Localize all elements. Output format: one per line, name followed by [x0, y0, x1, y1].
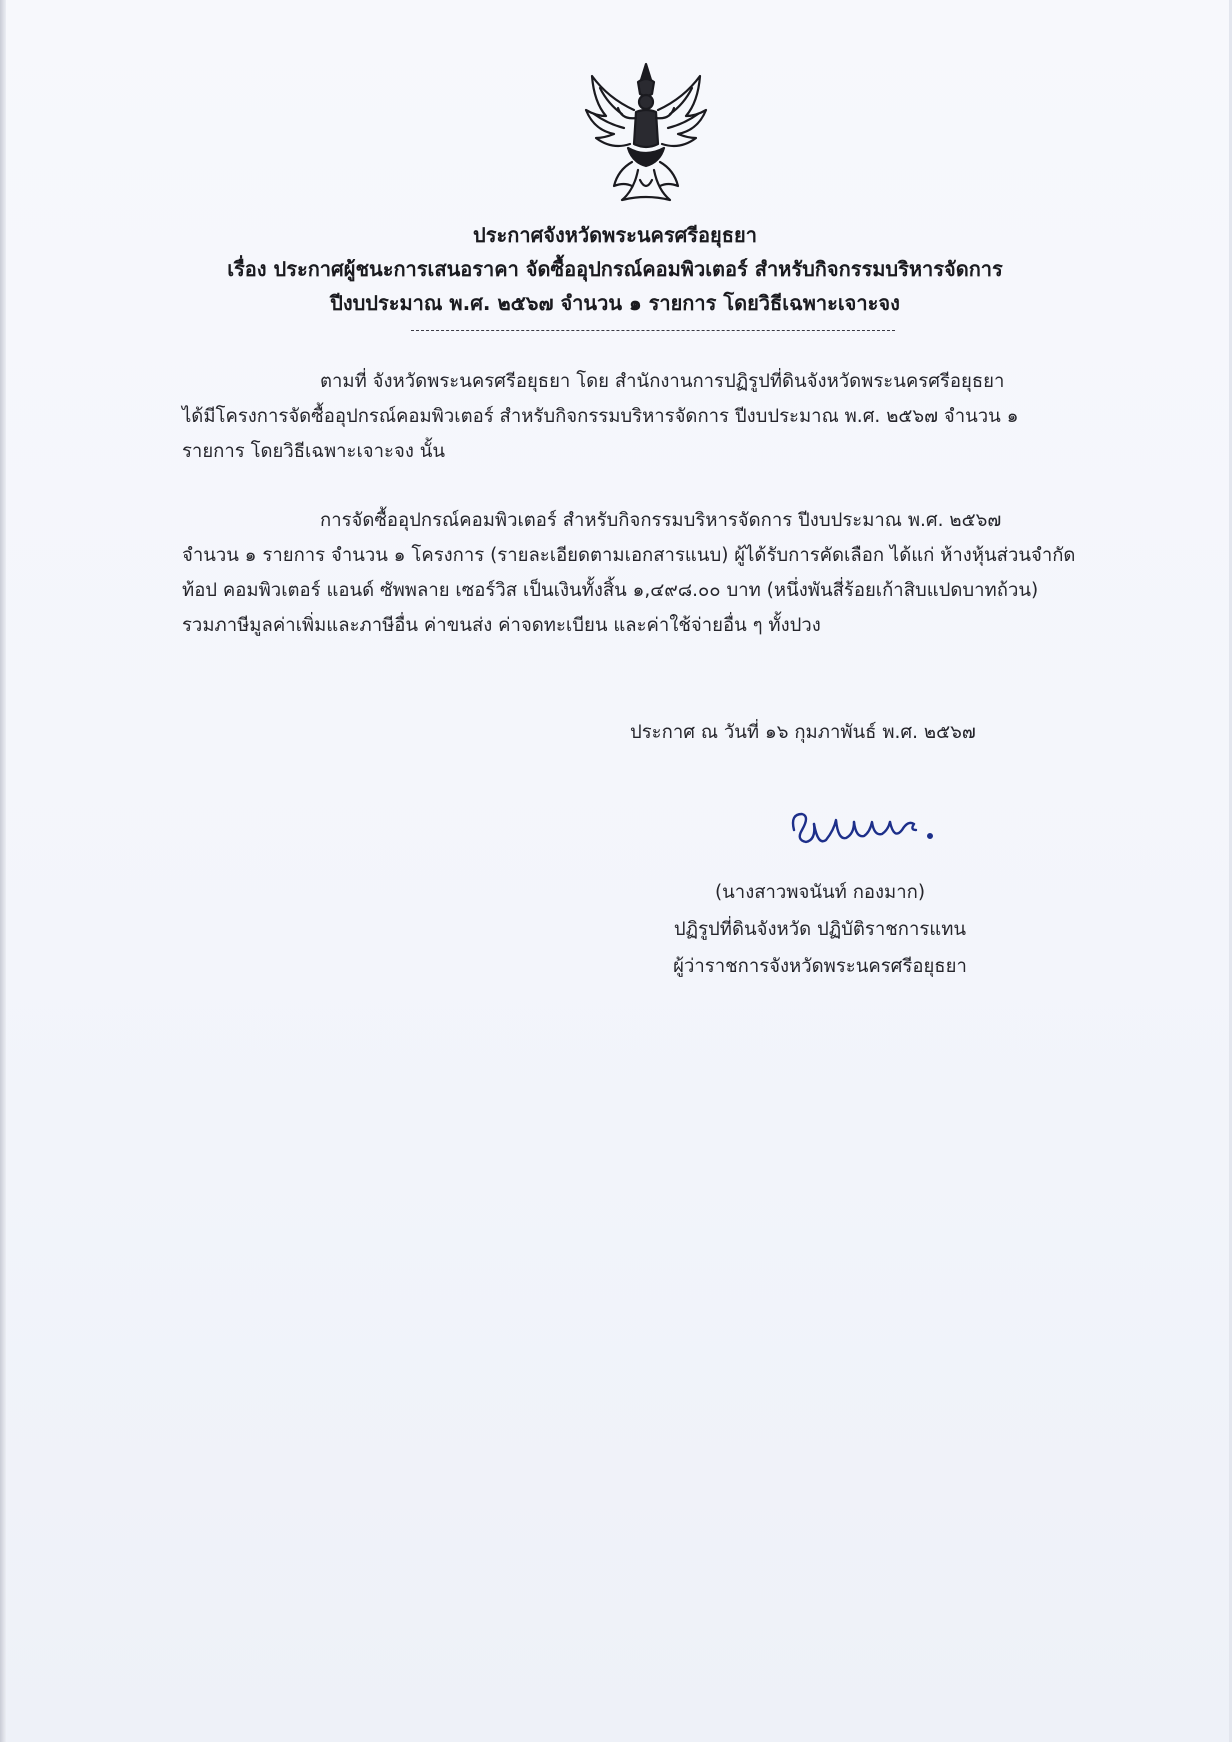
title-line-2: เรื่อง ประกาศผู้ชนะการเสนอราคา จัดซื้ออุปกรณ์คอมพิวเตอร์ สำหรับกิจกรรมบริหารจัดการ [227, 257, 1003, 281]
signer-block [610, 874, 1030, 985]
title-line-3: ปีงบประมาณ พ.ศ. ๒๕๖๗ จำนวน ๑ รายการ โดยวิธีเฉพาะเจาะจง [330, 291, 900, 315]
paragraph-1-line-2: ได้มีโครงการจัดซื้ออุปกรณ์คอมพิวเตอร์ สำหรับกิจกรรมบริหารจัดการ ปีงบประมาณ พ.ศ. ๒๕๖๗ จำนวน ๑ [182, 406, 1019, 427]
paragraph-1-line-1: ตามที่ จังหวัดพระนครศรีอยุธยา โดย สำนักงานการปฏิรูปที่ดินจังหวัดพระนครศรีอยุธยา [320, 371, 1005, 392]
signature-mark-icon [780, 800, 950, 860]
paragraph-1-line-3: รายการ โดยวิธีเฉพาะเจาะจง นั้น [182, 441, 446, 462]
announce-date: ประกาศ ณ วันที่ ๑๖ กุมภาพันธ์ พ.ศ. ๒๕๖๗ [630, 722, 976, 743]
signer-name: (นางสาวพจนันท์ กองมาก) [714, 882, 926, 903]
paragraph-2-line-3: ท้อป คอมพิวเตอร์ แอนด์ ซัพพลาย เซอร์วิส เป็นเงินทั้งสิ้น ๑,๔๙๘.๐๐ บาท (หนึ่งพันสี่ร้อยเก้าสิบแปดบาทถ้วน) [182, 580, 1039, 601]
scan-edge-left [0, 0, 6, 1742]
title-divider [411, 330, 895, 331]
paragraph-2 [182, 503, 1120, 643]
paragraph-2-line-4: รวมภาษีมูลค่าเพิ่มและภาษีอื่น ค่าขนส่ง ค่าจดทะเบียน และค่าใช้จ่ายอื่น ๆ ทั้งปวง [182, 615, 821, 636]
signer-office: ผู้ว่าราชการจังหวัดพระนครศรีอยุธยา [673, 956, 967, 977]
paragraph-2-line-1: การจัดซื้ออุปกรณ์คอมพิวเตอร์ สำหรับกิจกรรมบริหารจัดการ ปีงบประมาณ พ.ศ. ๒๕๖๗ [320, 510, 1002, 531]
paragraph-1 [182, 364, 1120, 469]
garuda-emblem-icon [578, 58, 714, 208]
title-line-1: ประกาศจังหวัดพระนครศรีอยุธยา [473, 223, 757, 247]
paragraph-2-line-2: จำนวน ๑ รายการ จำนวน ๑ โครงการ (รายละเอียดตามเอกสารแนบ) ผู้ได้รับการคัดเลือก ได้แก่ ห้างหุ้นส่วนจำกัด [182, 545, 1076, 566]
document-title [150, 218, 1080, 320]
signer-position: ปฏิรูปที่ดินจังหวัด ปฏิบัติราชการแทน [673, 919, 967, 940]
